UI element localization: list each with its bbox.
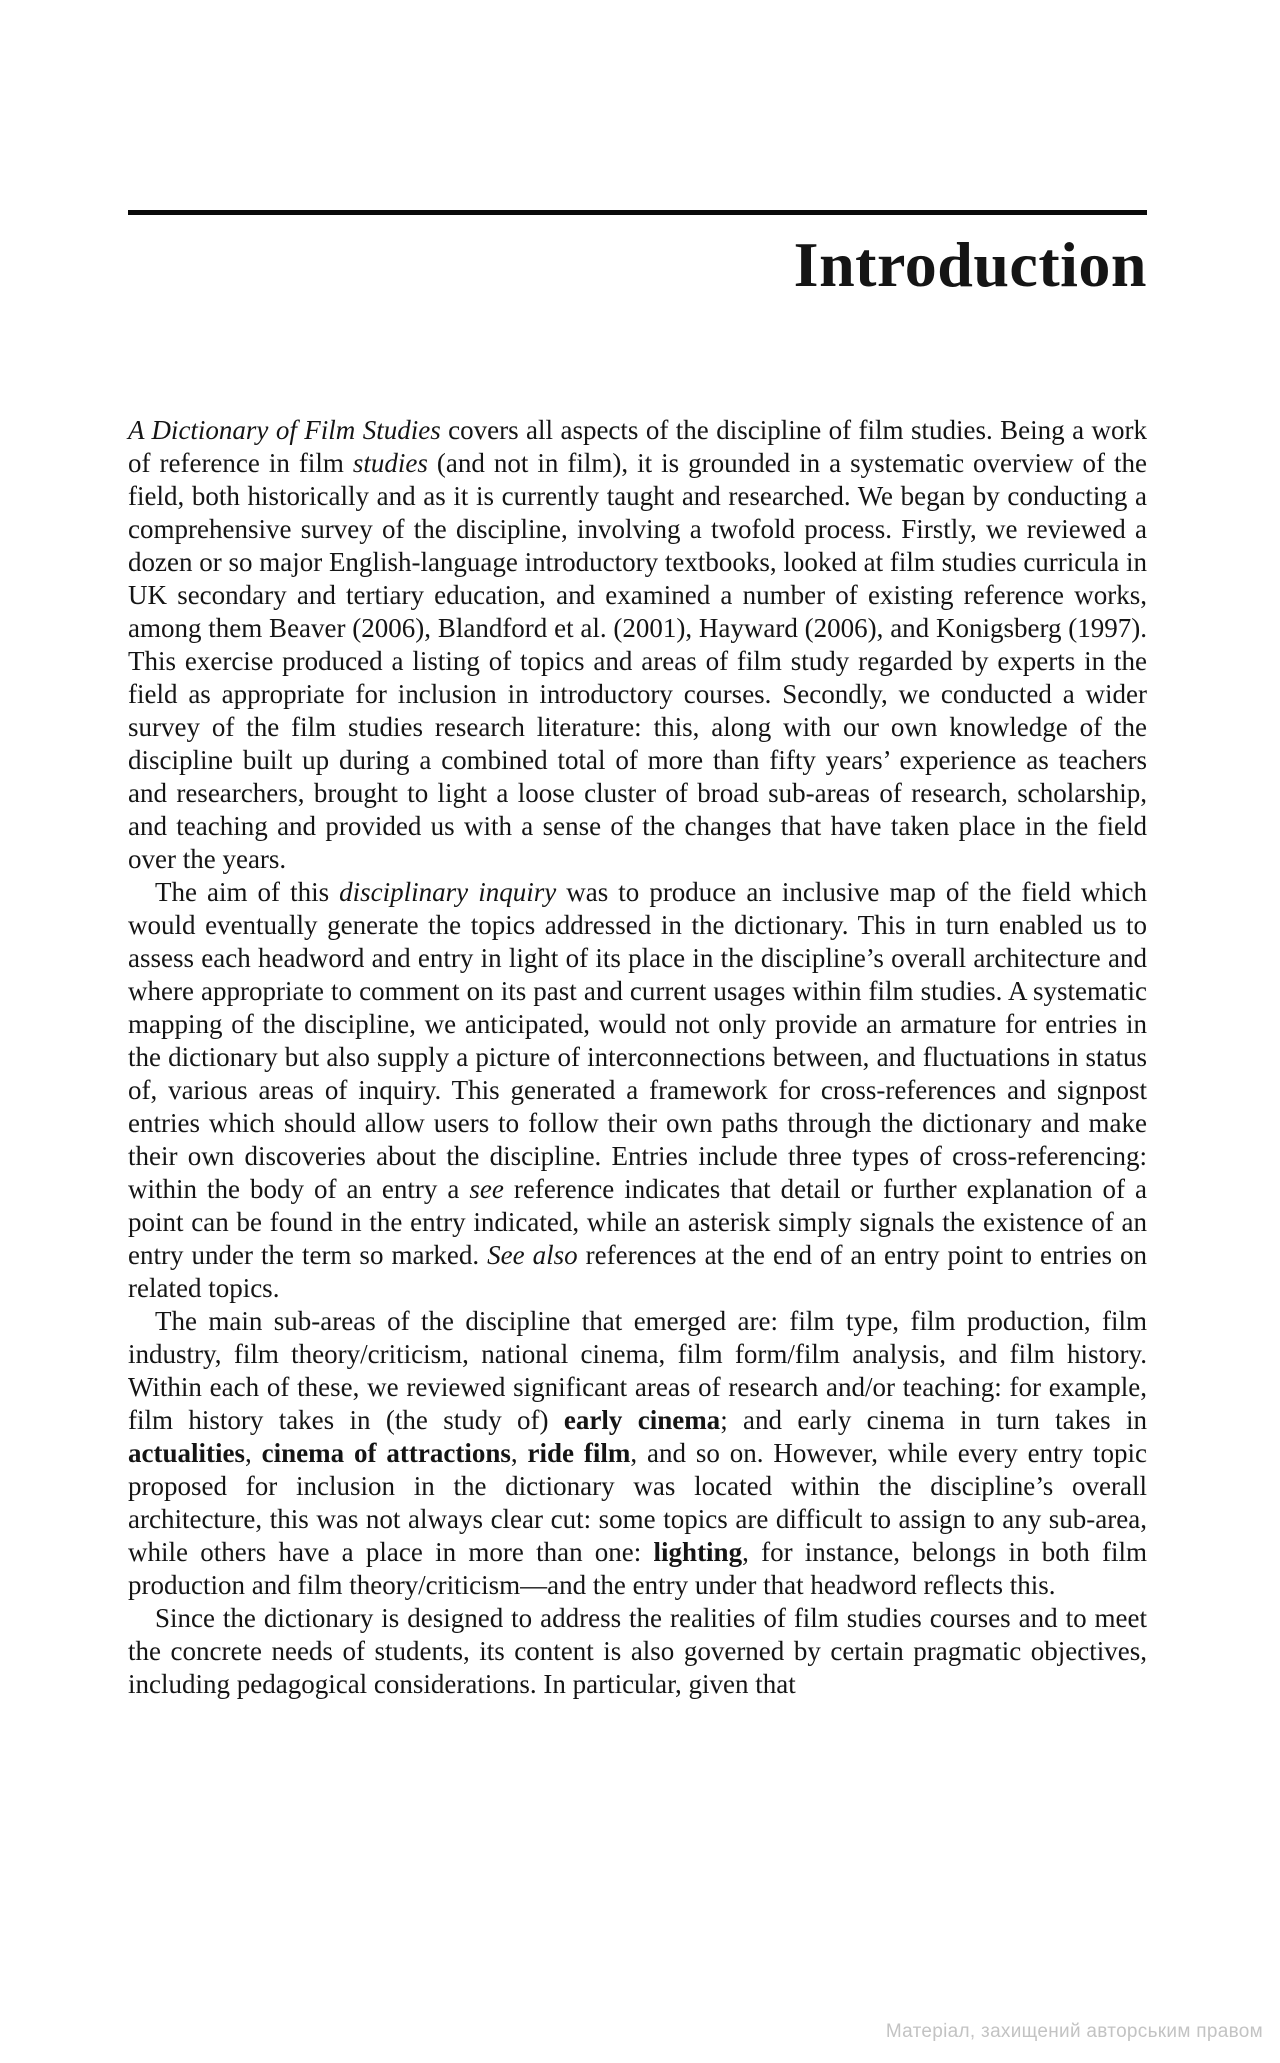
text-run: reference indicates that detail or further explanation of a point can be found in the entry indicated, while an asterisk simply signals the existence of an entry under the term so marked. bbox=[128, 1174, 1147, 1270]
text-run: ; and early cinema in turn takes in bbox=[720, 1405, 1147, 1435]
title-rule bbox=[128, 210, 1147, 215]
text-run-bold: ride film bbox=[527, 1438, 631, 1468]
text-run-bold: actualities bbox=[128, 1438, 245, 1468]
text-run: Since the dictionary is designed to address the realities of film studies courses and to meet the concrete needs of students, its content is also governed by certain pragmatic objectives, including pedagogical considerations. In particular, given that bbox=[128, 1603, 1147, 1699]
text-run: covers all aspects of the discipline of film studies. Being a work of reference in film bbox=[128, 415, 1147, 478]
text-run-italic: A Dictionary of Film Studies bbox=[128, 415, 441, 445]
paragraph bbox=[128, 1602, 1147, 1701]
paragraph bbox=[128, 876, 1147, 1305]
page-title: Introduction bbox=[793, 229, 1147, 300]
text-run: references at the end of an entry point to entries on related topics. bbox=[128, 1240, 1147, 1303]
text-run: , and so on. However, while every entry topic proposed for inclusion in the dictionary was located within the discipline’s overall architecture, this was not always clear cut: some topics are difficult to assign to any sub-area, while others have a place in more than one: bbox=[128, 1438, 1147, 1567]
copyright-watermark: Матеріал, захищений авторським правом bbox=[885, 2021, 1263, 2042]
text-run: The aim of this bbox=[155, 877, 340, 907]
text-run: The main sub-areas of the discipline that emerged are: film type, film production, film industry, film theory/criticism, national cinema, film form/film analysis, and film history. Within each of these, we reviewed significant areas of research and/or teaching: for example, film history takes in (the study of) bbox=[128, 1306, 1147, 1435]
text-run-bold: lighting bbox=[653, 1537, 743, 1567]
text-run-bold: cinema of attractions bbox=[261, 1438, 511, 1468]
paragraph bbox=[128, 1305, 1147, 1602]
text-run-italic: see bbox=[469, 1174, 504, 1204]
body-text bbox=[128, 414, 1147, 1701]
text-run: , for instance, belongs in both film production and film theory/criticism—and the entry under that headword reflects this. bbox=[128, 1537, 1147, 1600]
text-run-italic: See also bbox=[487, 1240, 578, 1270]
text-run: (and not in film), it is grounded in a systematic overview of the field, both historically and as it is currently taught and researched. We began by conducting a comprehensive survey of the discipline, involving a twofold process. Firstly, we reviewed a dozen or so major English-language introductory textbooks, looked at film studies curricula in UK secondary and tertiary education, and examined a number of existing reference works, among them Beaver (2006), Blandford et al. (2001), Hayward (2006), and Konigsberg (1997). This exercise produced a listing of topics and areas of film study regarded by experts in the field as appropriate for inclusion in introductory courses. Secondly, we conducted a wider survey of the film studies research literature: this, along with our own knowledge of the discipline built up during a combined total of more than fifty years’ experience as teachers and researchers, brought to light a loose cluster of broad sub-areas of research, scholarship, and teaching and provided us with a sense of the changes that have taken place in the field over the years. bbox=[128, 448, 1148, 874]
text-run: , bbox=[510, 1438, 528, 1468]
text-run-bold: early cinema bbox=[563, 1405, 721, 1435]
text-run-italic: studies bbox=[352, 448, 428, 478]
text-run: was to produce an inclusive map of the field which would eventually generate the topics addressed in the dictionary. This in turn enabled us to assess each headword and entry in light of its place in the discipline’s overall architecture and where appropriate to comment on its past and current usages within film studies. A systematic mapping of the discipline, we anticipated, would not only provide an armature for entries in the dictionary but also supply a picture of interconnections between, and fluctuations in status of, various areas of inquiry. This generated a framework for cross-references and signpost entries which should allow users to follow their own paths through the dictionary and make their own discoveries about the discipline. Entries include three types of cross-referencing: within the body of an entry a bbox=[128, 877, 1147, 1204]
text-run: , bbox=[244, 1438, 262, 1468]
text-run-italic: disciplinary inquiry bbox=[339, 877, 557, 907]
paragraph bbox=[128, 414, 1147, 876]
